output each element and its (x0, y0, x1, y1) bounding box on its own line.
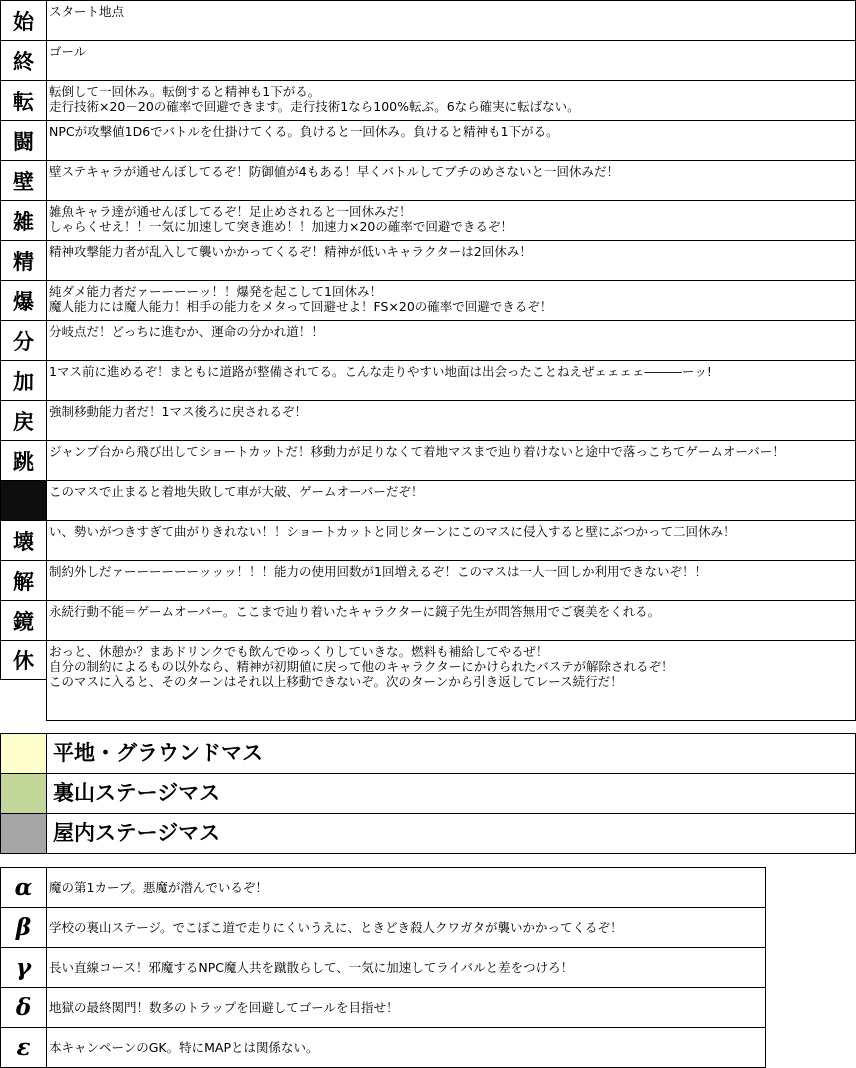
stage-description: 魔の第1カーブ。悪魔が潜んでいるぞ！ (46, 867, 766, 908)
stage-description: 本キャンペーンのGK。特にMAPとは関係ない。 (46, 1027, 766, 1068)
square-description: 制約外しだァーーーーーーッッッ！！！能力の使用回数が1回増えるぞ！このマスは一人一回しか利用できないぞ！！ (46, 560, 856, 601)
stage-symbol: β (0, 907, 47, 948)
square-symbol: 雑 (0, 200, 47, 241)
legend-swatch (0, 813, 47, 854)
legend-swatch (0, 733, 47, 774)
stage-symbol: γ (0, 947, 47, 988)
square-symbol: 解 (0, 560, 47, 601)
square-symbol: 加 (0, 360, 47, 401)
square-symbol: 鏡 (0, 600, 47, 641)
square-description: スタート地点 (46, 0, 856, 41)
square-symbol (0, 480, 47, 521)
stage-symbol: ε (0, 1027, 47, 1068)
square-description: ゴール (46, 40, 856, 81)
square-description: 壁ステキャラが通せんぼしてるぞ！防御値が4もある！早くバトルしてブチのめさないと一回休みだ！ (46, 160, 856, 201)
legend-label: 屋内ステージマス (46, 813, 856, 854)
square-description: 強制移動能力者だ！1マス後ろに戻されるぞ！ (46, 400, 856, 441)
stage-symbol: δ (0, 987, 47, 1028)
square-symbol: 始 (0, 0, 47, 41)
square-symbol: 転 (0, 80, 47, 121)
legend-label: 平地・グラウンドマス (46, 733, 856, 774)
square-symbol: 壁 (0, 160, 47, 201)
square-description: NPCが攻撃値1D6でバトルを仕掛けてくる。負けると一回休み。負けると精神も1下がる。 (46, 120, 856, 161)
legend-swatch (0, 773, 47, 814)
stage-symbol: α (0, 867, 47, 908)
square-symbol: 跳 (0, 440, 47, 481)
square-symbol: 戻 (0, 400, 47, 441)
square-description: 分岐点だ！どっちに進むか、運命の分かれ道！！ (46, 320, 856, 361)
stage-description: 地獄の最終関門！数多のトラップを回避してゴールを目指せ！ (46, 987, 766, 1028)
legend-label: 裏山ステージマス (46, 773, 856, 814)
square-symbol: 休 (0, 640, 47, 680)
stage-description: 学校の裏山ステージ。でこぼこ道で走りにくいうえに、ときどき殺人クワガタが襲いかかってくるぞ！ (46, 907, 766, 948)
square-description: 1マス前に進めるぞ！まともに道路が整備されてる。こんな走りやすい地面は出会ったことねえぜェェェェ―――ーッ! (46, 360, 856, 401)
square-description: 永続行動不能＝ゲームオーバー。ここまで辿り着いたキャラクターに鏡子先生が問答無用でご褒美をくれる。 (46, 600, 856, 641)
square-symbol: 分 (0, 320, 47, 361)
stage-description: 長い直線コース！邪魔するNPC魔人共を蹴散らして、一気に加速してライバルと差をつけろ！ (46, 947, 766, 988)
square-description: 精神攻撃能力者が乱入して襲いかかってくるぞ！精神が低いキャラクターは2回休み！ (46, 240, 856, 281)
square-description: おっと、休憩か？まあドリンクでも飲んでゆっくりしていきな。燃料も補給してやるぜ！ 自分の制約によるもの以外なら、精神が初期値に戻って他のキャラクターにかけられたバステが解除されるぞ！ このマスに入ると、そのターンはそれ以上移動できないぞ。次のターンから引き返してレース続行だ！ (46, 640, 856, 721)
square-description: 転倒して一回休み。転倒すると精神も1下がる。 走行技術×20－20の確率で回避できます。走行技術1なら100%転ぶ。6なら確実に転ばない。 (46, 80, 856, 121)
square-description: 純ダメ能力者だァーーーーッ！！爆発を起こして1回休み！ 魔人能力には魔人能力！相手の能力をメタって回避せよ！FS×20の確率で回避できるぞ！ (46, 280, 856, 321)
square-description: い、勢いがつきすぎて曲がりきれない！！ショートカットと同じターンにこのマスに侵入すると壁にぶつかって二回休み！ (46, 520, 856, 561)
square-symbol: 終 (0, 40, 47, 81)
square-description: ジャンプ台から飛び出してショートカットだ！移動力が足りなくて着地マスまで辿り着けないと途中で落っこちてゲームオーバー！ (46, 440, 856, 481)
square-symbol: 闘 (0, 120, 47, 161)
square-symbol: 爆 (0, 280, 47, 321)
square-description: このマスで止まると着地失敗して車が大破、ゲームオーバーだぞ！ (46, 480, 856, 521)
square-symbol: 壊 (0, 520, 47, 561)
square-description: 雑魚キャラ達が通せんぼしてるぞ！足止めされると一回休みだ！ しゃらくせえ！！一気に加速して突き進め！！加速力×20の確率で回避できるぞ！ (46, 200, 856, 241)
square-symbol: 精 (0, 240, 47, 281)
